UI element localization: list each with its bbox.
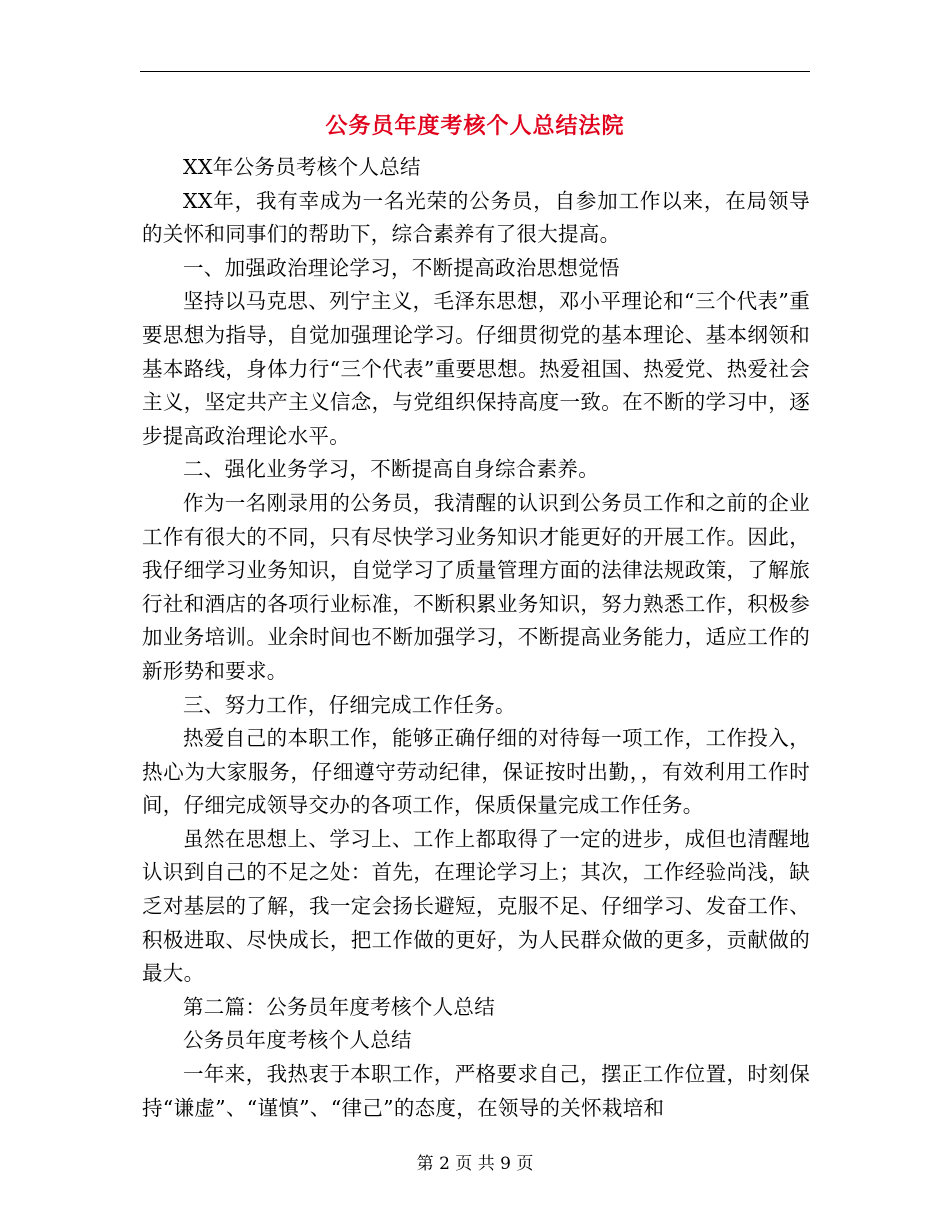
header-rule xyxy=(140,71,810,72)
paragraph-conclusion: 虽然在思想上、学习上、工作上都取得了一定的进步，成但也清醒地认识到自己的不足之处：首先，在理论学习上；其次，工作经验尚浅，缺乏对基层的了解，我一定会扬长避短，克服不足、仔细学习、发奋工作、积极进取、尽快成长，把工作做的更好，为人民群众做的更多，贡献做的最大。 xyxy=(142,826,810,986)
section-heading-3: 三、努力工作，仔细完成工作任务。 xyxy=(183,692,516,717)
chapter-heading-2: 第二篇：公务员年度考核个人总结 xyxy=(183,994,495,1019)
chapter-subtitle-2: 公务员年度考核个人总结 xyxy=(183,1028,412,1053)
document-title: 公务员年度考核个人总结法院 xyxy=(325,113,625,139)
paragraph-section-2: 作为一名刚录用的公务员，我清醒的认识到公务员工作和之前的企业工作有很大的不同，只有尽快学习业务知识才能更好的开展工作。因此，我仔细学习业务知识，自觉学习了质量管理方面的法律法规政策，了解旅行社和酒店的各项行业标准，不断积累业务知识，努力熟悉工作，积极参加业务培训。业余时间也不断加强学习，不断提高业务能力，适应工作的新形势和要求。 xyxy=(142,490,810,683)
section-heading-2: 二、强化业务学习，不断提高自身综合素养。 xyxy=(183,457,599,482)
page-number: 第 2 页 共 9 页 xyxy=(416,1154,534,1174)
paragraph-section-1: 坚持以马克思、列宁主义，毛泽东思想，邓小平理论和“三个代表”重要思想为指导，自觉加强理论学习。仔细贯彻党的基本理论、基本纲领和基本路线，身体力行“三个代表”重要思想。热爱祖国、热爱党、热爱社会主义，坚定共产主义信念，与党组织保持高度一致。在不断的学习中，逐步提高政治理论水平。 xyxy=(142,289,810,448)
paragraph-section-3: 热爱自己的本职工作，能够正确仔细的对待每一项工作，工作投入，热心为大家服务，仔细遵守劳动纪律，保证按时出勤，，有效利用工作时间，仔细完成领导交办的各项工作，保质保量完成工作任务。 xyxy=(142,726,810,818)
document-body xyxy=(142,151,810,1125)
paragraph-chapter-2-intro: 一年来，我热衷于本职工作，严格要求自己，摆正工作位置，时刻保持“谦虚”、“谨慎”、“律己”的态度，在领导的关怀栽培和 xyxy=(142,1062,810,1120)
paragraph-intro: XX年，我有幸成为一名光荣的公务员，自参加工作以来，在局领导的关怀和同事们的帮助下，综合素养有了很大提高。 xyxy=(142,188,810,247)
section-heading-1: 一、加强政治理论学习，不断提高政治思想觉悟 xyxy=(183,255,620,280)
paragraph-subtitle: XX年公务员考核个人总结 xyxy=(183,155,421,179)
